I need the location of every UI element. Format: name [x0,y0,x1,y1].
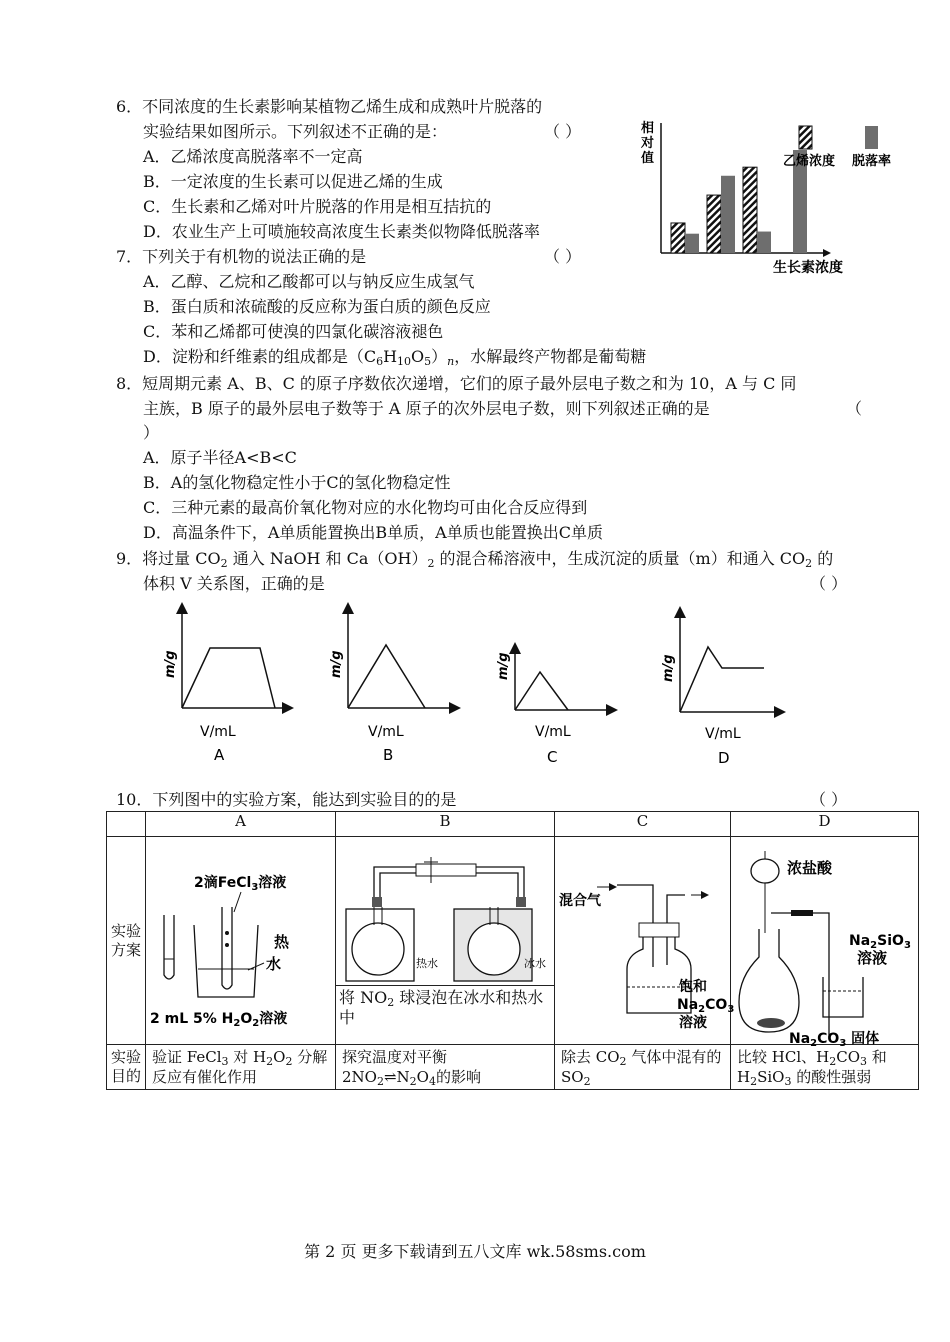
chart-xlabel: 生长素浓度 [773,260,843,276]
legend-label-abscission: 脱落率 [852,154,892,169]
graph-b-curve [348,645,425,708]
figure-c-stopper [639,923,679,937]
graph-c-letter: C [547,748,558,766]
q10-purpose-a: 验证 FeCl$_3$ 对 $H_2O_2$ 分解反应有催化作用 [146,1045,336,1090]
figure-b-label-ice: 冰水 [524,957,546,970]
legend-swatch-abscission [865,126,878,149]
figure-c-svg [555,837,735,1043]
q10-figure-b [336,837,555,1045]
chart-ylabel-3: 值 [641,151,655,166]
graph-c [496,648,612,766]
q10-purpose-b: 探究温度对平衡 $2NO_2\rightleftharpoons N_2O_4$的影响 [336,1045,555,1090]
bar-ethylene-3 [743,167,757,253]
graph-b-ylabel: m/g [329,650,344,678]
q9-stem-line2: 体积 V 关系图，正确的是 [143,574,325,593]
chart-ylabel-1: 相 [641,121,655,136]
figure-d-funnel [751,859,779,883]
q6-option-c: C．生长素和乙烯对叶片脱落的作用是相互拮抗的 [143,197,492,216]
figure-a-beaker [194,925,258,997]
bar-abscission-2 [721,176,735,253]
legend-label-ethylene: 乙烯浓度 [783,154,836,169]
q7-stem: 7．下列关于有机物的说法正确的是 [116,247,367,266]
figure-c-label-sat: 饱和 [679,979,707,995]
graph-c-ylabel: m/g [496,652,511,680]
figure-b-caption: 将 $NO_2$ 球浸泡在冰水和热水中 [336,985,555,1043]
figure-a-label-h2o2: 2 mL 5% $H_2O_2$溶液 [150,1011,288,1029]
q8-stem-line1: 8．短周期元素 A、B、C 的原子序数依次递增，它们的原子最外层电子数之和为 10，A 与 C 同 [116,374,797,393]
q10-row-label-scheme: 实验方案 [107,837,146,1045]
legend-swatch-ethylene [799,126,812,149]
graph-d-ylabel: m/g [661,654,676,682]
q10-header-d: D [731,812,919,837]
q10-stem: 10．下列图中的实验方案，能达到实验目的的是 [116,790,457,809]
figure-b-flask-hot [352,923,404,975]
graph-a-xlabel: V/mL [200,724,236,740]
q10-purpose-d: 比较 HCl、$H_2CO_3$ 和 $H_2SiO_3$ 的酸性强弱 [731,1045,919,1090]
q8-option-a: A．原子半径A<B<C [143,448,297,467]
graph-d [661,612,780,767]
figure-b-tube [416,864,476,876]
q6-answer-paren: （ ） [544,122,582,141]
q8-option-b: B．A的氢化物稳定性小于C的氢化物稳定性 [143,473,451,492]
figure-d-label-hcl: 浓盐酸 [787,859,833,877]
q8-option-c: C．三种元素的最高价氧化物对应的水化物均可由化合反应得到 [143,498,588,517]
q10-header-b: B [336,812,555,837]
q9-graphs [150,600,850,775]
q10-table [106,811,919,1090]
graph-b-letter: B [383,746,394,764]
bar-abscission-1 [685,234,699,253]
q7-answer-paren: （ ） [544,247,582,266]
q10-answer-paren: （ ） [810,790,848,809]
figure-a-label-water: 水 [266,955,282,973]
q10-figure-a [146,837,336,1045]
figure-d-label-solution: 溶液 [857,949,888,967]
graph-d-letter: D [718,749,730,767]
graph-a-letter: A [214,746,225,764]
graph-a [163,608,288,764]
graph-a-ylabel: m/g [163,650,178,678]
q6-option-a: A．乙烯浓度高脱落率不一定高 [143,147,363,166]
q10-header-c: C [555,812,731,837]
q10-figure-d [731,837,919,1049]
figure-a-label-fecl3: 2滴FeCl$_3$溶液 [194,875,287,893]
chart-x-arrow [823,249,831,257]
q6-stem-line2: 实验结果如图所示。下列叙述不正确的是： [143,122,448,141]
figure-b-svg [336,837,555,987]
bar-abscission-3 [757,232,771,253]
figure-a-svg [146,837,336,1043]
q10-header-blank [107,812,146,837]
q9-stem-line1: 9．将过量 $CO_2$ 通入 NaOH 和 $Ca(OH)_2$ 的混合稀溶液中，生成沉淀的质量（m）和通入 $CO_2$ 的 [116,549,834,570]
q7-option-d: D．淀粉和纤维素的组成都是$(C_6H_{10}O_5)_n$，水解最终产物都是葡萄糖 [143,347,647,368]
figure-a-test-tube-left [164,915,174,979]
figure-d-label-na2sio3: $Na_2SiO_3$ [849,933,911,951]
q6-stem-line1: 6．不同浓度的生长素影响某植物乙烯生成和成熟叶片脱落的 [116,97,543,116]
figure-a-label-hot: 热 [274,933,290,951]
q7-option-a: A．乙醇、乙烷和乙酸都可以与钠反应生成氢气 [143,272,475,291]
q8-paren-close: ） [143,423,160,442]
graph-d-xlabel: V/mL [705,726,741,742]
q10-row-label-purpose: 实验目的 [107,1045,146,1090]
q8-stem-line2: 主族，B 原子的最外层电子数等于 A 原子的次外层电子数，则下列叙述正确的是 [143,399,710,418]
q10-header-a: A [146,812,336,837]
figure-d-flask [739,929,799,1032]
figure-a-test-tube-right [222,907,232,989]
q6-bar-chart [635,115,905,280]
page-footer: 第 2 页 更多下载请到五八文库 wk.58sms.com [304,1242,646,1261]
figure-c-label-solution: 溶液 [679,1015,707,1031]
figure-c-label-na2co3: $Na_2CO_3$ [677,997,735,1015]
q7-option-b: B．蛋白质和浓硫酸的反应称为蛋白质的颜色反应 [143,297,491,316]
figure-d-solid [757,1018,785,1028]
q10-figure-c [555,837,735,1045]
q6-option-b: B．一定浓度的生长素可以促进乙烯的生成 [143,172,443,191]
q10-purpose-c: 除去 $CO_2$ 气体中混有的 $SO_2$ [555,1045,731,1090]
chart-ylabel-2: 对 [641,136,655,151]
graph-a-curve [182,648,275,708]
graph-b [329,608,455,764]
figure-b-flask-ice [468,923,520,975]
graph-b-xlabel: V/mL [368,724,404,740]
figure-b-label-hot: 热水 [416,957,438,970]
bar-ethylene-2 [707,195,721,253]
figure-d-svg [731,837,919,1049]
q6-option-d: D．农业生产上可喷施较高浓度生长素类似物降低脱落率 [143,222,540,241]
q8-option-d: D．高温条件下，A单质能置换出B单质，A单质也能置换出C单质 [143,523,603,542]
bar-ethylene-1 [671,223,685,253]
graph-c-xlabel: V/mL [535,724,571,740]
figure-d-label-na2co3: $Na_2CO_3$ 固体 [789,1031,880,1049]
figure-c-label-gas: 混合气 [559,893,601,909]
q7-option-c: C．苯和乙烯都可使溴的四氯化碳溶液褪色 [143,322,444,341]
graph-c-curve [515,672,568,710]
q9-answer-paren: （ ） [810,574,848,593]
graph-d-curve [680,647,764,712]
q8-paren-open: （ [846,399,863,418]
